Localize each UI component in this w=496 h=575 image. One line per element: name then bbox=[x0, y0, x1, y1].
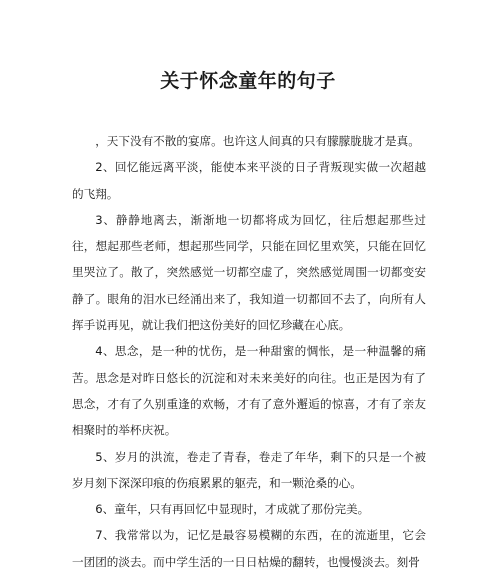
paragraph-1: ，天下没有不散的宴席。也许这人间真的只有朦朦胧胧才是真。 bbox=[95, 134, 420, 148]
paragraph-6: 6、童年，只有再回忆中显现时，才成就了那份完美。 bbox=[95, 502, 370, 517]
paragraph-5: 5、岁月的洪流，卷走了青春，卷走了年华，剩下的只是一个被岁月刻下深深印痕的伤痕累累的躯壳，和一颗沧桑的心。 bbox=[72, 449, 426, 490]
paragraph-2: 2、回忆能远离平淡，能使本来平淡的日子背叛现实做一次超越的飞翔。 bbox=[72, 160, 426, 201]
paragraph-3: 3、静静地离去，渐渐地一切都将成为回忆，往后想起那些过往，想起那些老师，想起那些同学，只能在回忆里欢笑，只能在回忆里哭泣了。散了，突然感觉一切都空虚了，突然感觉周围一切都变安静了。眼角的泪水已经涌出来了，我知道一切都回不去了，向所有人挥手说再见，就让我们把这份美好的回忆珍藏在心底。 bbox=[72, 212, 426, 333]
paragraph-7: 7、我常常以为，记忆是最容易模糊的东西，在的流逝里，它会一团团的淡去。而中学生活的一日日枯燥的翻转，也慢慢淡去。刻骨 bbox=[72, 528, 426, 569]
paragraph-4: 4、思念，是一种的忧伤，是一种甜蜜的惆怅，是一种温馨的痛苦。思念是对昨日悠长的沉淀和对未来美好的向往。也正是因为有了思念，才有了久别重逢的欢畅，才有了意外邂逅的惊喜，才有了亲友相聚时的举杯庆祝。 bbox=[72, 344, 426, 438]
document-body bbox=[72, 128, 426, 575]
page-title: 关于怀念童年的句子 bbox=[160, 70, 336, 92]
